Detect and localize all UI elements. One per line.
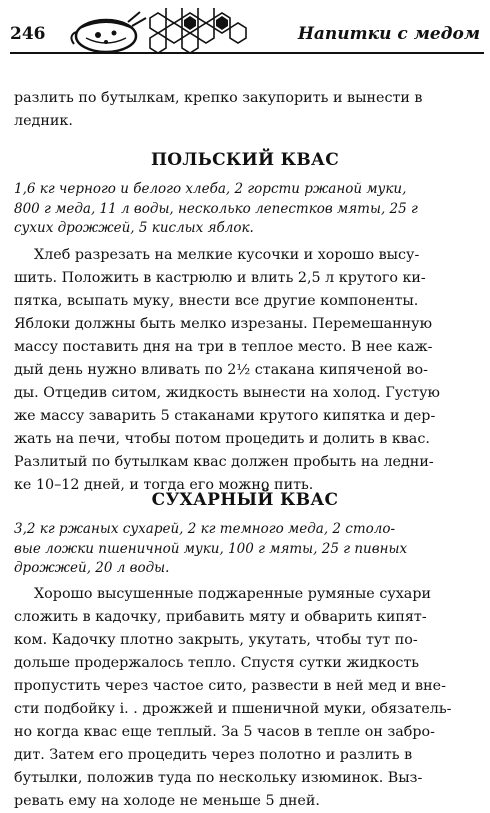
text-line: сложить в кадочку, прибавить мяту и обварить кипят- bbox=[14, 609, 427, 625]
text-line: Яблоки должны быть мелко изрезаны. Перемешанную bbox=[14, 316, 433, 332]
recipe-title: ПОЛЬСКИЙ КВАС bbox=[150, 150, 340, 170]
recipe-title: СУХАРНЫЙ КВАС bbox=[151, 490, 339, 510]
ingredients-line: вые ложки пшеничной муки, 100 г мяты, 25 г пивных bbox=[14, 540, 408, 557]
honey-pot-ornament-icon bbox=[66, 8, 296, 54]
ingredients-line: 1,6 кг черного и белого хлеба, 2 горсти ржаной муки, bbox=[14, 181, 407, 197]
ingredients-list bbox=[14, 520, 477, 579]
ingredients-line: дрожжей, 20 л воды. bbox=[14, 560, 170, 576]
recipe-instructions bbox=[14, 583, 477, 813]
text-line: Хорошо высушенные поджаренные румяные сухари bbox=[34, 586, 432, 602]
text-line: бутылки, положив туда по нескольку изюминок. Выз- bbox=[14, 770, 423, 786]
text-line: дый день нужно вливать по 2½ стакана кипяченой во- bbox=[14, 362, 428, 378]
ingredients-list bbox=[14, 180, 477, 239]
text-line: Хлеб разрезать на мелкие кусочки и хорошо высу- bbox=[34, 247, 420, 263]
text-line: ледник. bbox=[14, 113, 73, 129]
ingredients-line: 3,2 кг ржаных сухарей, 2 кг темного меда, 2 столо- bbox=[14, 521, 396, 537]
text-line: ревать ему на холоде не меньше 5 дней. bbox=[14, 793, 320, 809]
text-line: пропустить через частое сито, развести в ней мед и вне- bbox=[14, 678, 446, 694]
ingredients-line: сухих дрожжей, 5 кислых яблок. bbox=[14, 220, 254, 236]
ingredients-line: 800 г меда, 11 л воды, несколько лепестков мяты, 25 г bbox=[14, 200, 418, 217]
running-title: Напитки с медом bbox=[297, 24, 480, 44]
text-line: ды. Отцедив ситом, жидкость вынести на холод. Густую bbox=[14, 385, 440, 401]
text-line: разлить по бутылкам, крепко закупорить и вынести в bbox=[14, 90, 423, 106]
text-line: ке 10–12 дней, и тогда его можно пить. bbox=[14, 477, 314, 493]
intro-paragraph bbox=[14, 87, 477, 133]
text-line: ком. Кадочку плотно закрыть, укутать, чтобы тут по- bbox=[14, 632, 418, 648]
text-line: массу поставить дня на три в теплое место. В нее каж- bbox=[14, 339, 433, 355]
text-line: дольше продержалось тепло. Спустя сутки жидкость bbox=[14, 655, 420, 671]
text-line: сти подбойку і. . дрожжей и пшеничной муки, обязатель- bbox=[14, 701, 452, 717]
page-number: 246 bbox=[10, 24, 46, 44]
text-line: дит. Затем его процедить через полотно и разлить в bbox=[14, 747, 413, 763]
text-line: шить. Положить в кастрюлю и влить 2,5 л крутого ки- bbox=[14, 270, 426, 286]
header-rule bbox=[10, 52, 484, 54]
text-line: же массу заварить 5 стаканами крутого кипятка и дер- bbox=[14, 408, 436, 424]
text-line: жать на печи, чтобы потом процедить и долить в квас. bbox=[14, 431, 430, 447]
text-line: пятка, всыпать муку, внести все другие компоненты. bbox=[14, 293, 419, 309]
recipe-instructions bbox=[14, 244, 477, 497]
page-header bbox=[10, 8, 484, 54]
text-line: но когда квас еще теплый. За 5 часов в тепле он забро- bbox=[14, 724, 435, 740]
text-line: Разлитый по бутылкам квас должен пробыть на ледни- bbox=[14, 454, 434, 470]
